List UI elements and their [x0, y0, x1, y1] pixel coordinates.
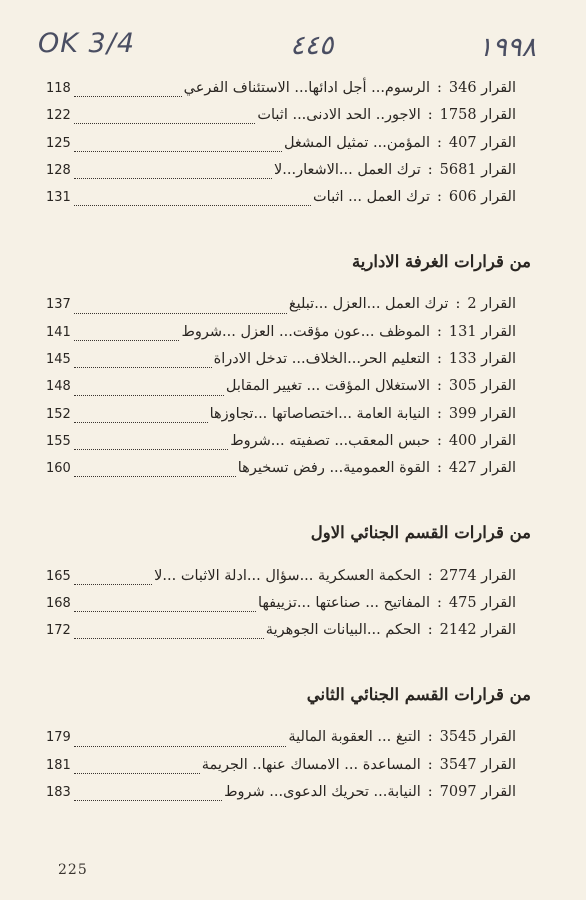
decision-number: القرار 131 [448, 323, 516, 340]
decision-number: القرار 475 [448, 594, 516, 611]
entry-title: الاجور.. الحد الادنى... اثبات [257, 107, 421, 124]
entry-title: الموظف ...عون مؤقت... العزل ...شروط [181, 323, 430, 340]
toc-entry [46, 595, 516, 622]
decision-number: القرار 7097 [439, 784, 516, 801]
toc-entry [46, 80, 516, 107]
entry-page-number: 125 [46, 135, 71, 151]
colon-separator: : [437, 460, 442, 477]
entry-title: الحكمة العسكرية ...سؤال ...ادلة الاثبات ...لا [154, 567, 421, 584]
toc-entry [46, 622, 516, 649]
entry-page-number: 131 [46, 190, 71, 206]
decision-number: القرار 3547 [439, 756, 516, 773]
toc-entry [46, 568, 516, 595]
entry-page-number: 152 [46, 406, 71, 422]
dot-leader [74, 205, 311, 206]
handwritten-note-right: ١٩٩٨ [478, 32, 537, 63]
entry-title: الاستغلال المؤقت ... تغيير المقابل [225, 378, 430, 395]
dot-leader [74, 611, 256, 612]
entry-page-number: 168 [46, 595, 71, 611]
entry-title: المؤمن... تمثيل المشغل [283, 134, 430, 151]
dot-leader [74, 422, 208, 423]
dot-leader [74, 746, 286, 747]
heading-gap [46, 548, 516, 568]
entry-page-number: 181 [46, 757, 71, 773]
decision-number: القرار 407 [448, 134, 516, 151]
section-heading: من قرارات الغرفة الادارية [351, 251, 531, 271]
entry-page-number: 137 [46, 297, 71, 313]
colon-separator: : [437, 351, 442, 368]
toc-entry [46, 351, 516, 378]
entry-page-number: 148 [46, 379, 71, 395]
decision-number: القرار 2774 [439, 567, 516, 584]
decision-number: القرار 2 [467, 296, 516, 313]
colon-separator: : [427, 622, 433, 639]
entry-title: التعليم الحر...الخلاف... تدخل الادراة [213, 351, 430, 368]
colon-separator: : [437, 378, 442, 395]
colon-separator: : [437, 594, 442, 611]
dot-leader [74, 638, 264, 639]
dot-leader [74, 773, 200, 774]
entry-title: المفاتيح ... صناعتها ...تزييفها [258, 594, 430, 611]
entry-title: القوة العمومية... رفض تسخيرها [237, 460, 430, 477]
colon-separator: : [437, 323, 442, 340]
entry-title: ترك العمل ...العزل ...تبليغ [288, 296, 449, 313]
dot-leader [74, 476, 236, 477]
entry-page-number: 172 [46, 623, 71, 639]
decision-number: القرار 346 [448, 80, 516, 96]
decision-number: القرار 3545 [439, 729, 516, 746]
table-of-contents [46, 80, 531, 811]
toc-entry [46, 135, 516, 162]
toc-entry [46, 296, 516, 323]
entry-page-number: 128 [46, 162, 71, 178]
handwritten-note-middle: ٤٤٥ [290, 30, 334, 61]
entry-page-number: 155 [46, 433, 71, 449]
decision-number: القرار 305 [448, 378, 516, 395]
decision-number: القرار 399 [448, 405, 516, 422]
heading-gap [46, 276, 516, 296]
toc-entry [46, 378, 516, 405]
decision-number: القرار 2142 [439, 622, 516, 639]
toc-entry [46, 189, 516, 216]
dot-leader [74, 178, 272, 179]
colon-separator: : [427, 567, 433, 584]
decision-number: القرار 606 [448, 189, 516, 206]
dot-leader [74, 340, 179, 341]
toc-entry [46, 162, 516, 189]
toc-entry [46, 406, 516, 433]
entry-title: ترك العمل ...الاشعار...لا [273, 161, 421, 178]
entry-title: ترك العمل ... اثبات [313, 189, 430, 206]
toc-entry [46, 729, 516, 756]
colon-separator: : [427, 107, 433, 124]
entry-page-number: 141 [46, 324, 71, 340]
decision-number: القرار 133 [448, 351, 516, 368]
dot-leader [74, 123, 255, 124]
entry-title: المساعدة ... الامساك عنها.. الجريمة [201, 756, 421, 773]
colon-separator: : [455, 296, 461, 313]
entry-title: النيابة العامة ...اختصاصاتها ...تجاوزها [209, 405, 430, 422]
dot-leader [74, 96, 182, 97]
entry-page-number: 122 [46, 108, 71, 124]
section-gap [46, 649, 516, 679]
colon-separator: : [427, 161, 433, 178]
section-gap [46, 216, 516, 246]
entry-page-number: 165 [46, 568, 71, 584]
decision-number: القرار 427 [448, 460, 516, 477]
colon-separator: : [427, 729, 433, 746]
colon-separator: : [427, 784, 433, 801]
entry-title: الحكم ...البيانات الجوهرية [265, 622, 421, 639]
decision-number: القرار 1758 [439, 107, 516, 124]
toc-entry [46, 433, 516, 460]
handwritten-note-left: OK 3/4 [38, 28, 135, 59]
entry-title: الرسوم... أجل ادائها... الاستئناف الفرعي [183, 80, 430, 96]
toc-entry [46, 784, 516, 811]
colon-separator: : [437, 134, 442, 151]
entry-page-number: 160 [46, 461, 71, 477]
dot-leader [74, 449, 228, 450]
heading-gap [46, 709, 516, 729]
colon-separator: : [437, 432, 442, 449]
entry-title: التبغ ... العقوبة المالية [288, 729, 421, 746]
toc-entry [46, 324, 516, 351]
decision-number: القرار 5681 [439, 161, 516, 178]
toc-entry [46, 757, 516, 784]
entry-page-number: 183 [46, 785, 71, 801]
colon-separator: : [427, 756, 433, 773]
section-gap [46, 488, 516, 518]
dot-leader [74, 313, 287, 314]
dot-leader [74, 800, 222, 801]
entry-page-number: 145 [46, 352, 71, 368]
dot-leader [74, 584, 152, 585]
decision-number: القرار 400 [448, 432, 516, 449]
colon-separator: : [437, 405, 442, 422]
section-heading: من قرارات القسم الجنائي الاول [310, 523, 531, 543]
toc-entry [46, 460, 516, 487]
entry-page-number: 179 [46, 730, 71, 746]
dot-leader [74, 151, 282, 152]
dot-leader [74, 367, 212, 368]
dot-leader [74, 395, 224, 396]
section-heading: من قرارات القسم الجنائي الثاني [306, 684, 531, 704]
entry-title: حبس المعقب... تصفيته ...شروط [230, 432, 430, 449]
toc-entry [46, 107, 516, 134]
entry-page-number: 118 [46, 81, 71, 96]
colon-separator: : [437, 189, 442, 206]
handwritten-annotations [0, 28, 586, 68]
page-number: 225 [58, 862, 88, 878]
entry-title: النيابة... تحريك الدعوى... شروط [224, 784, 421, 801]
colon-separator: : [437, 80, 442, 96]
